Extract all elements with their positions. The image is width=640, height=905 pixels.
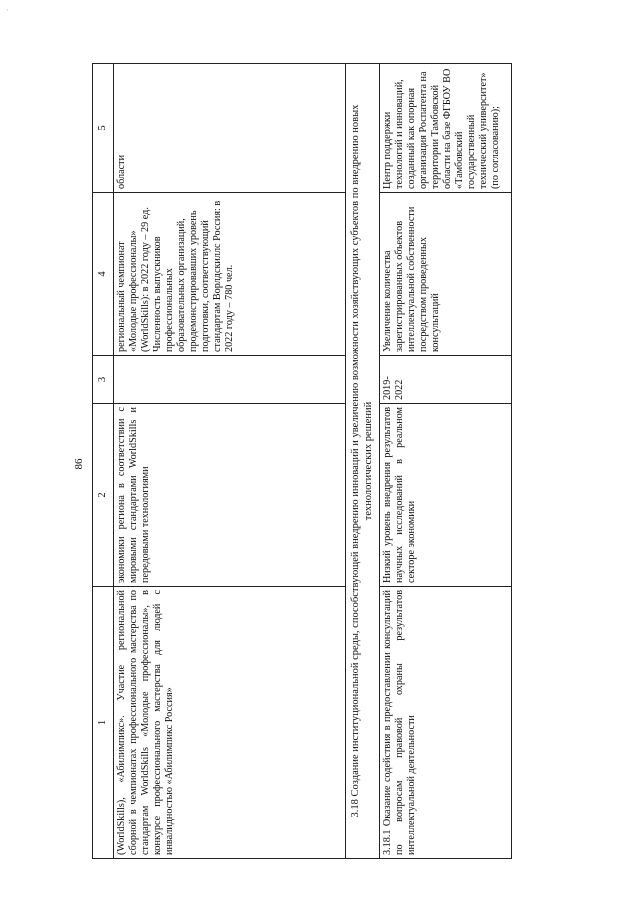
row2-result: Увеличение количества зарегистрированных объектов интеллектуальной собственности посредством проведенных консультаций	[380, 193, 512, 356]
row1-executor: области	[114, 64, 346, 193]
rotated-page	[92, 64, 512, 859]
table-row	[114, 64, 346, 859]
corner-mark: ·	[6, 6, 9, 15]
header-cell-3: 3	[93, 356, 114, 404]
section-title: 3.18 Создание институциональной среды, способствующей внедрению инноваций и увеличению возможности хозяйствующих субъектов по внедрению новых технологических решений	[346, 64, 380, 859]
header-cell-5: 5	[93, 64, 114, 193]
row1-period	[114, 356, 346, 404]
section-row	[346, 64, 380, 859]
program-table	[92, 63, 512, 859]
row2-period: 2019-2022	[380, 356, 512, 404]
header-cell-1: 1	[93, 587, 114, 859]
row2-activity: 3.18.1 Оказание содействия в предоставлении консультаций по вопросам правовой охраны результатов интеллектуальной деятельности	[380, 587, 512, 859]
header-row	[93, 64, 114, 859]
rotated-content	[92, 64, 512, 859]
row2-executor: Центр поддержки технологий и инноваций, созданный как опорная организация Роспатента на территории Тамбовской области на базе ФГБОУ ВО «Тамбовский государственный технический университет» (по согласованию);	[380, 64, 512, 193]
row1-activity: (WorldSkills), «Абилимпикс». Участие региональной сборной в чемпионатах профессионального мастерства по стандартам WorldSkills «Молодые профессионалы», в конкурсе профессионального мастерства для людей с инвалидностью «Абилимпикс Россия»	[114, 587, 346, 859]
row1-result: региональный чемпионат «Молодые профессионалы» (WorldSkills): в 2022 году – 29 ед. Численность выпускников профессиональных образовательных организаций, продемонстрировавших уровень подготовки, соответствующий стандартам Ворлдскиллс Россия: в 2022 году – 780 чел.	[114, 193, 346, 356]
header-cell-4: 4	[93, 193, 114, 356]
row2-problem: Низкий уровень внедрения результатов научных исследований в реальном секторе экономики	[380, 404, 512, 587]
page-number: 86	[73, 458, 85, 470]
row1-problem: экономики региона в соответствии с мировыми стандартами WorldSkills и передовыми технологиями	[114, 404, 346, 587]
table-row	[380, 64, 512, 859]
header-cell-2: 2	[93, 404, 114, 587]
